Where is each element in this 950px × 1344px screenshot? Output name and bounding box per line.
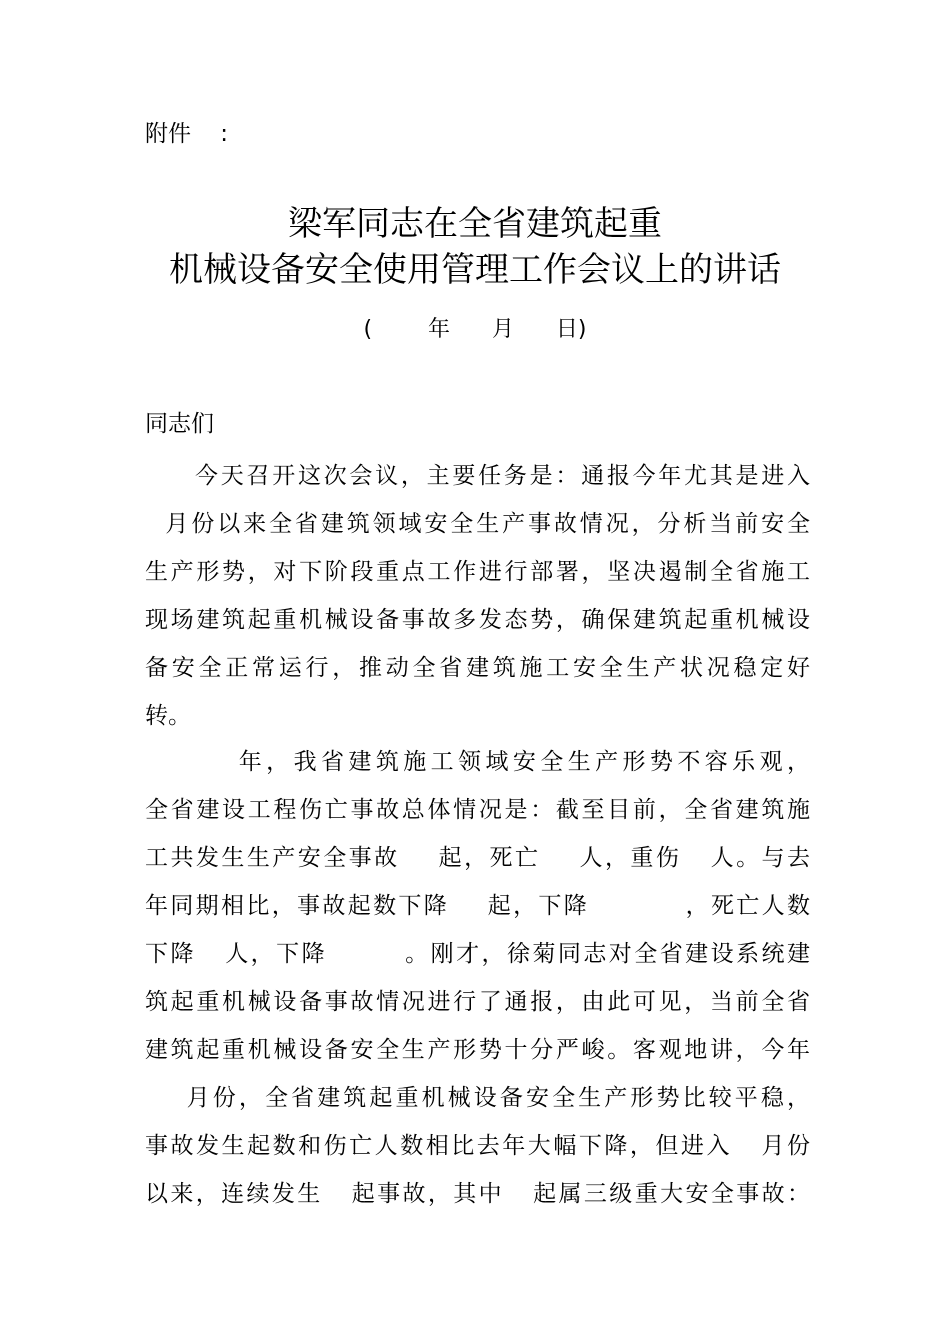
body-line: 月份，全省建筑起重机械设备安全生产形势比较平稳， (145, 1085, 810, 1111)
body-line: 生产形势，对下阶段重点工作进行部署，坚决遏制全省施工 (145, 559, 810, 585)
body-line: 备安全正常运行，推动全省建筑施工安全生产状况稳定好 (145, 655, 810, 681)
body-line: 月份以来全省建筑领域安全生产事故情况，分析当前安全 (145, 511, 810, 537)
attachment-label: 附件 : (145, 121, 228, 147)
body-line: 筑起重机械设备事故情况进行了通报，由此可见，当前全省 (145, 989, 810, 1015)
body-line: 以来，连续发生 起事故，其中 起属三级重大安全事故： (145, 1181, 810, 1207)
body-line: 全省建设工程伤亡事故总体情况是：截至目前，全省建筑施 (145, 797, 810, 823)
body-line: 转。 (145, 703, 191, 729)
body-line: 年同期相比，事故起数下降 起，下降 ，死亡人数 (145, 893, 810, 919)
document-title-line-1: 梁军同志在全省建筑起重 (288, 204, 662, 244)
body-line: 事故发生起数和伤亡人数相比去年大幅下降，但进入 月份 (145, 1133, 810, 1159)
body-line: 现场建筑起重机械设备事故多发态势，确保建筑起重机械设 (145, 607, 810, 633)
body-line: 下降 人，下降 。刚才，徐菊同志对全省建设系统建 (145, 941, 810, 967)
document-date: ( 年 月 日) (363, 317, 587, 342)
document-title-line-2: 机械设备安全使用管理工作会议上的讲话 (169, 250, 781, 290)
body-line: 工共发生生产安全事故 起，死亡 人，重伤 人。与去 (145, 845, 810, 871)
body-line: 年，我省建筑施工领域安全生产形势不容乐观， (145, 749, 810, 775)
body-line: 建筑起重机械设备安全生产形势十分严峻。客观地讲，今年 (145, 1037, 810, 1063)
greeting: 同志们 (145, 411, 214, 437)
body-line: 今天召开这次会议，主要任务是：通报今年尤其是进入 (195, 463, 810, 489)
